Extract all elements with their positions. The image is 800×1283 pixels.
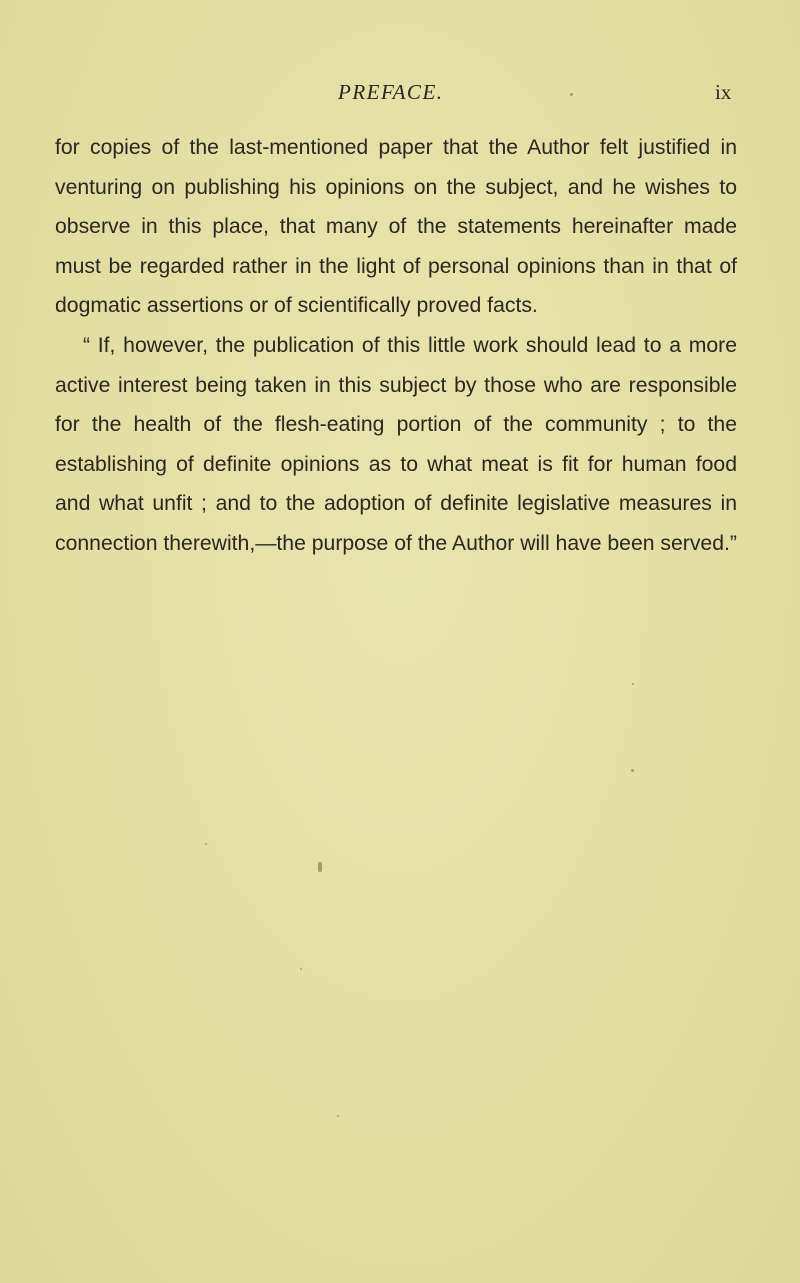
paper-speck xyxy=(337,1115,339,1117)
body-text xyxy=(55,128,737,564)
paper-speck xyxy=(632,683,634,685)
running-head xyxy=(0,80,800,110)
paper-speck xyxy=(570,93,573,96)
page-number: ix xyxy=(715,80,732,104)
paragraph-1: for copies of the last-mentioned paper that the Author felt justified in venturing on publishing his opinions on the subject, and he wishes to observe in this place, that many of the statements hereinafter made must be regarded rather in the light of personal opinions than in that of dogmatic assertions or of scientifically proved facts. xyxy=(55,136,737,318)
paper-speck xyxy=(318,862,322,872)
paper-speck xyxy=(300,968,302,970)
page-title: PREFACE. xyxy=(338,80,444,104)
paper-speck xyxy=(631,769,634,772)
paper-speck xyxy=(205,843,207,845)
paragraph-2: “ If, however, the publication of this little work should lead to a more active interest being taken in this subject by those who are responsible for the health of the flesh-eating portion of the community ; to the establishing of definite opinions as to what meat is fit for human food and what unfit ; and to the adoption of definite legislative measures in connection therewith,—the purpose of the Author will have been served.” xyxy=(55,333,737,555)
